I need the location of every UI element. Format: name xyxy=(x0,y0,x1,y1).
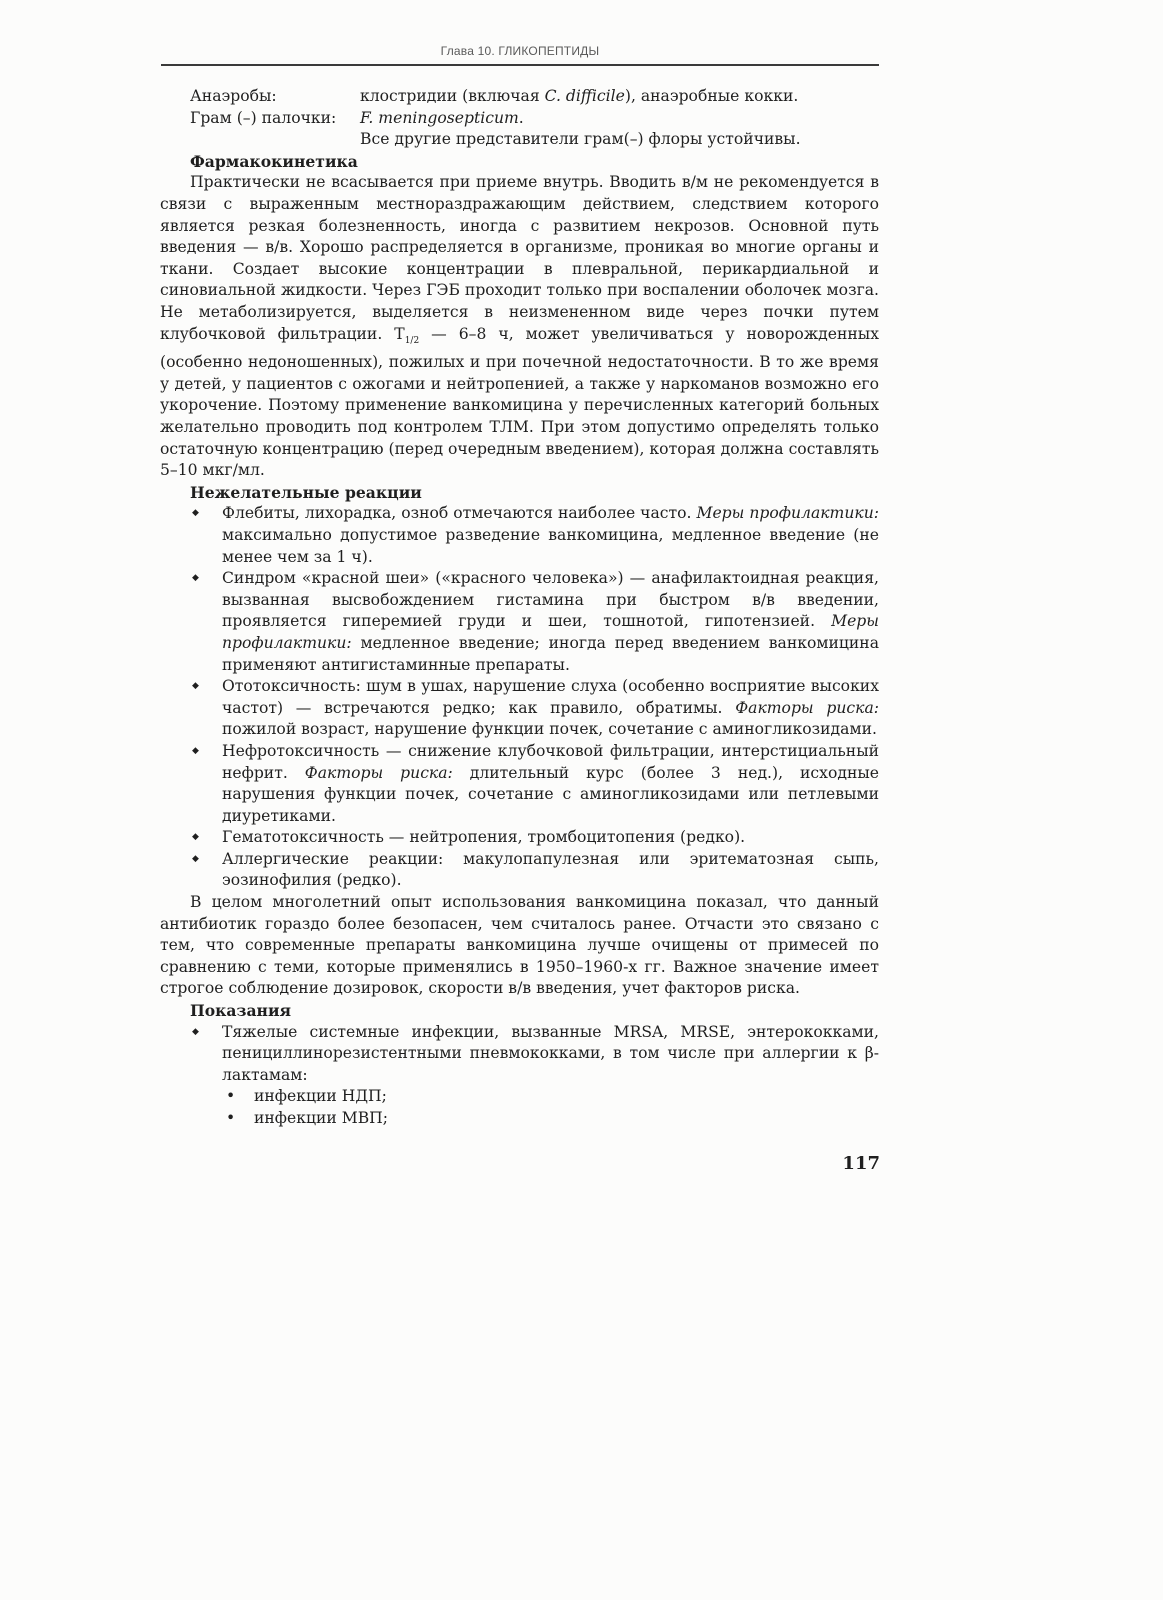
section-heading-pharmacokinetics: Фармакокинетика xyxy=(190,151,358,171)
list-item: ◆ Тяжелые системные инфекции, вызванные MRSA, MRSE, энтерококками, пенициллинорезистентными пневмококками, в том числе при аллергии к β-лактамам: xyxy=(160,1022,879,1087)
list-item: ◆ Синдром «красной шеи» («красного человека») — анафилактоидная реакция, вызванная высвобождением гистамина при быстром в/в введении, проявляется гиперемией груди и шеи, тошнотой, гипотензией. Меры профилактики: медленное введение; иногда перед введением ванкомицина применяют антигистаминные препараты. xyxy=(160,568,879,676)
list-item: ◆ Аллергические реакции: макулопапулезная или эритематозная сыпь, эозинофилия (редко). xyxy=(160,849,879,892)
spectrum-label: Грам (–) палочки: xyxy=(190,108,337,127)
spectrum-label: Анаэробы: xyxy=(190,87,277,105)
list-item: ◆ Ототоксичность: шум в ушах, нарушение слуха (особенно восприятие высоких частот) — встречаются редко; как правило, обратимы. Факторы риска: пожилой возраст, нарушение функции почек, сочетание с аминогликозидами. xyxy=(160,676,879,741)
list-item: ◆ Гематотоксичность — нейтропения, тромбоцитопения (редко). xyxy=(160,827,879,849)
section-heading-indications: Показания xyxy=(190,1001,292,1021)
list-item: ◆ Флебиты, лихорадка, озноб отмечаются наиболее часто. Меры профилактики: максимально допустимое разведение ванкомицина, медленное введение (не менее чем за 1 ч). xyxy=(160,503,879,568)
summary-paragraph: В целом многолетний опыт использования ванкомицина показал, что данный антибиотик гораздо более безопасен, чем считалось ранее. Отчасти это связано с тем, что современные препараты ванкомицина лучше очищены от примесей по сравнению с теми, которые применялись в 1950–1960-х гг. Важное значение имеет строгое соблюдение дозировок, скорости в/в введения, учет факторов риска. xyxy=(160,893,879,998)
spectrum-row xyxy=(160,86,879,108)
adverse-reactions-list xyxy=(160,503,879,892)
running-header: Глава 10. ГЛИКОПЕПТИДЫ xyxy=(440,44,600,58)
section-heading-adverse-reactions: Нежелательные реакции xyxy=(190,482,422,502)
page-number: 117 xyxy=(842,1153,880,1174)
spectrum-label xyxy=(160,129,360,151)
sub-list-item: • инфекции МВП; xyxy=(160,1108,879,1130)
page-body xyxy=(160,86,879,1130)
spectrum-value: клостридии (включая C. difficile), анаэробные кокки. xyxy=(360,87,799,105)
list-item: ◆ Нефротоксичность — снижение клубочковой фильтрации, интерстициальный нефрит. Факторы риска: длительный курс (более 3 нед.), исходные нарушения функции почек, сочетание с аминогликозидами или петлевыми диуретиками. xyxy=(160,741,879,827)
header-rule xyxy=(161,64,879,66)
sub-list-item: • инфекции НДП; xyxy=(160,1086,879,1108)
spectrum-value: Все другие представители грам(–) флоры устойчивы. xyxy=(360,130,801,149)
indications-list xyxy=(160,1022,879,1130)
spectrum-row xyxy=(160,108,879,130)
spectrum-row xyxy=(160,129,879,151)
pharmacokinetics-paragraph: Практически не всасывается при приеме внутрь. Вводить в/м не рекомендуется в связи с выраженным местнораздражающим действием, следствием которого является резкая болезненность, иногда с развитием некрозов. Основной путь введения — в/в. Хорошо распределяется в организме, проникая во многие органы и ткани. Создает высокие концентрации в плевральной, перикардиальной и синовиальной жидкости. Через ГЭБ проходит только при воспалении оболочек мозга. Не метаболизируется, выделяется в неизмененном виде через почки путем клубочковой фильтрации. $T_{1/2}$ — 6–8 ч, может увеличиваться у новорожденных (особенно недоношенных), пожилых и при почечной недостаточности. В то же время у детей, у пациентов с ожогами и нейтропенией, а также у наркоманов возможно его укорочение. Поэтому применение ванкомицина у перечисленных категорий больных желательно проводить под контролем ТЛМ. При этом допустимо определять только остаточную концентрацию (перед очередным введением), которая должна составлять 5–10 мкг/мл. xyxy=(160,173,879,480)
spectrum-value: F. meningosepticum. xyxy=(360,108,524,127)
